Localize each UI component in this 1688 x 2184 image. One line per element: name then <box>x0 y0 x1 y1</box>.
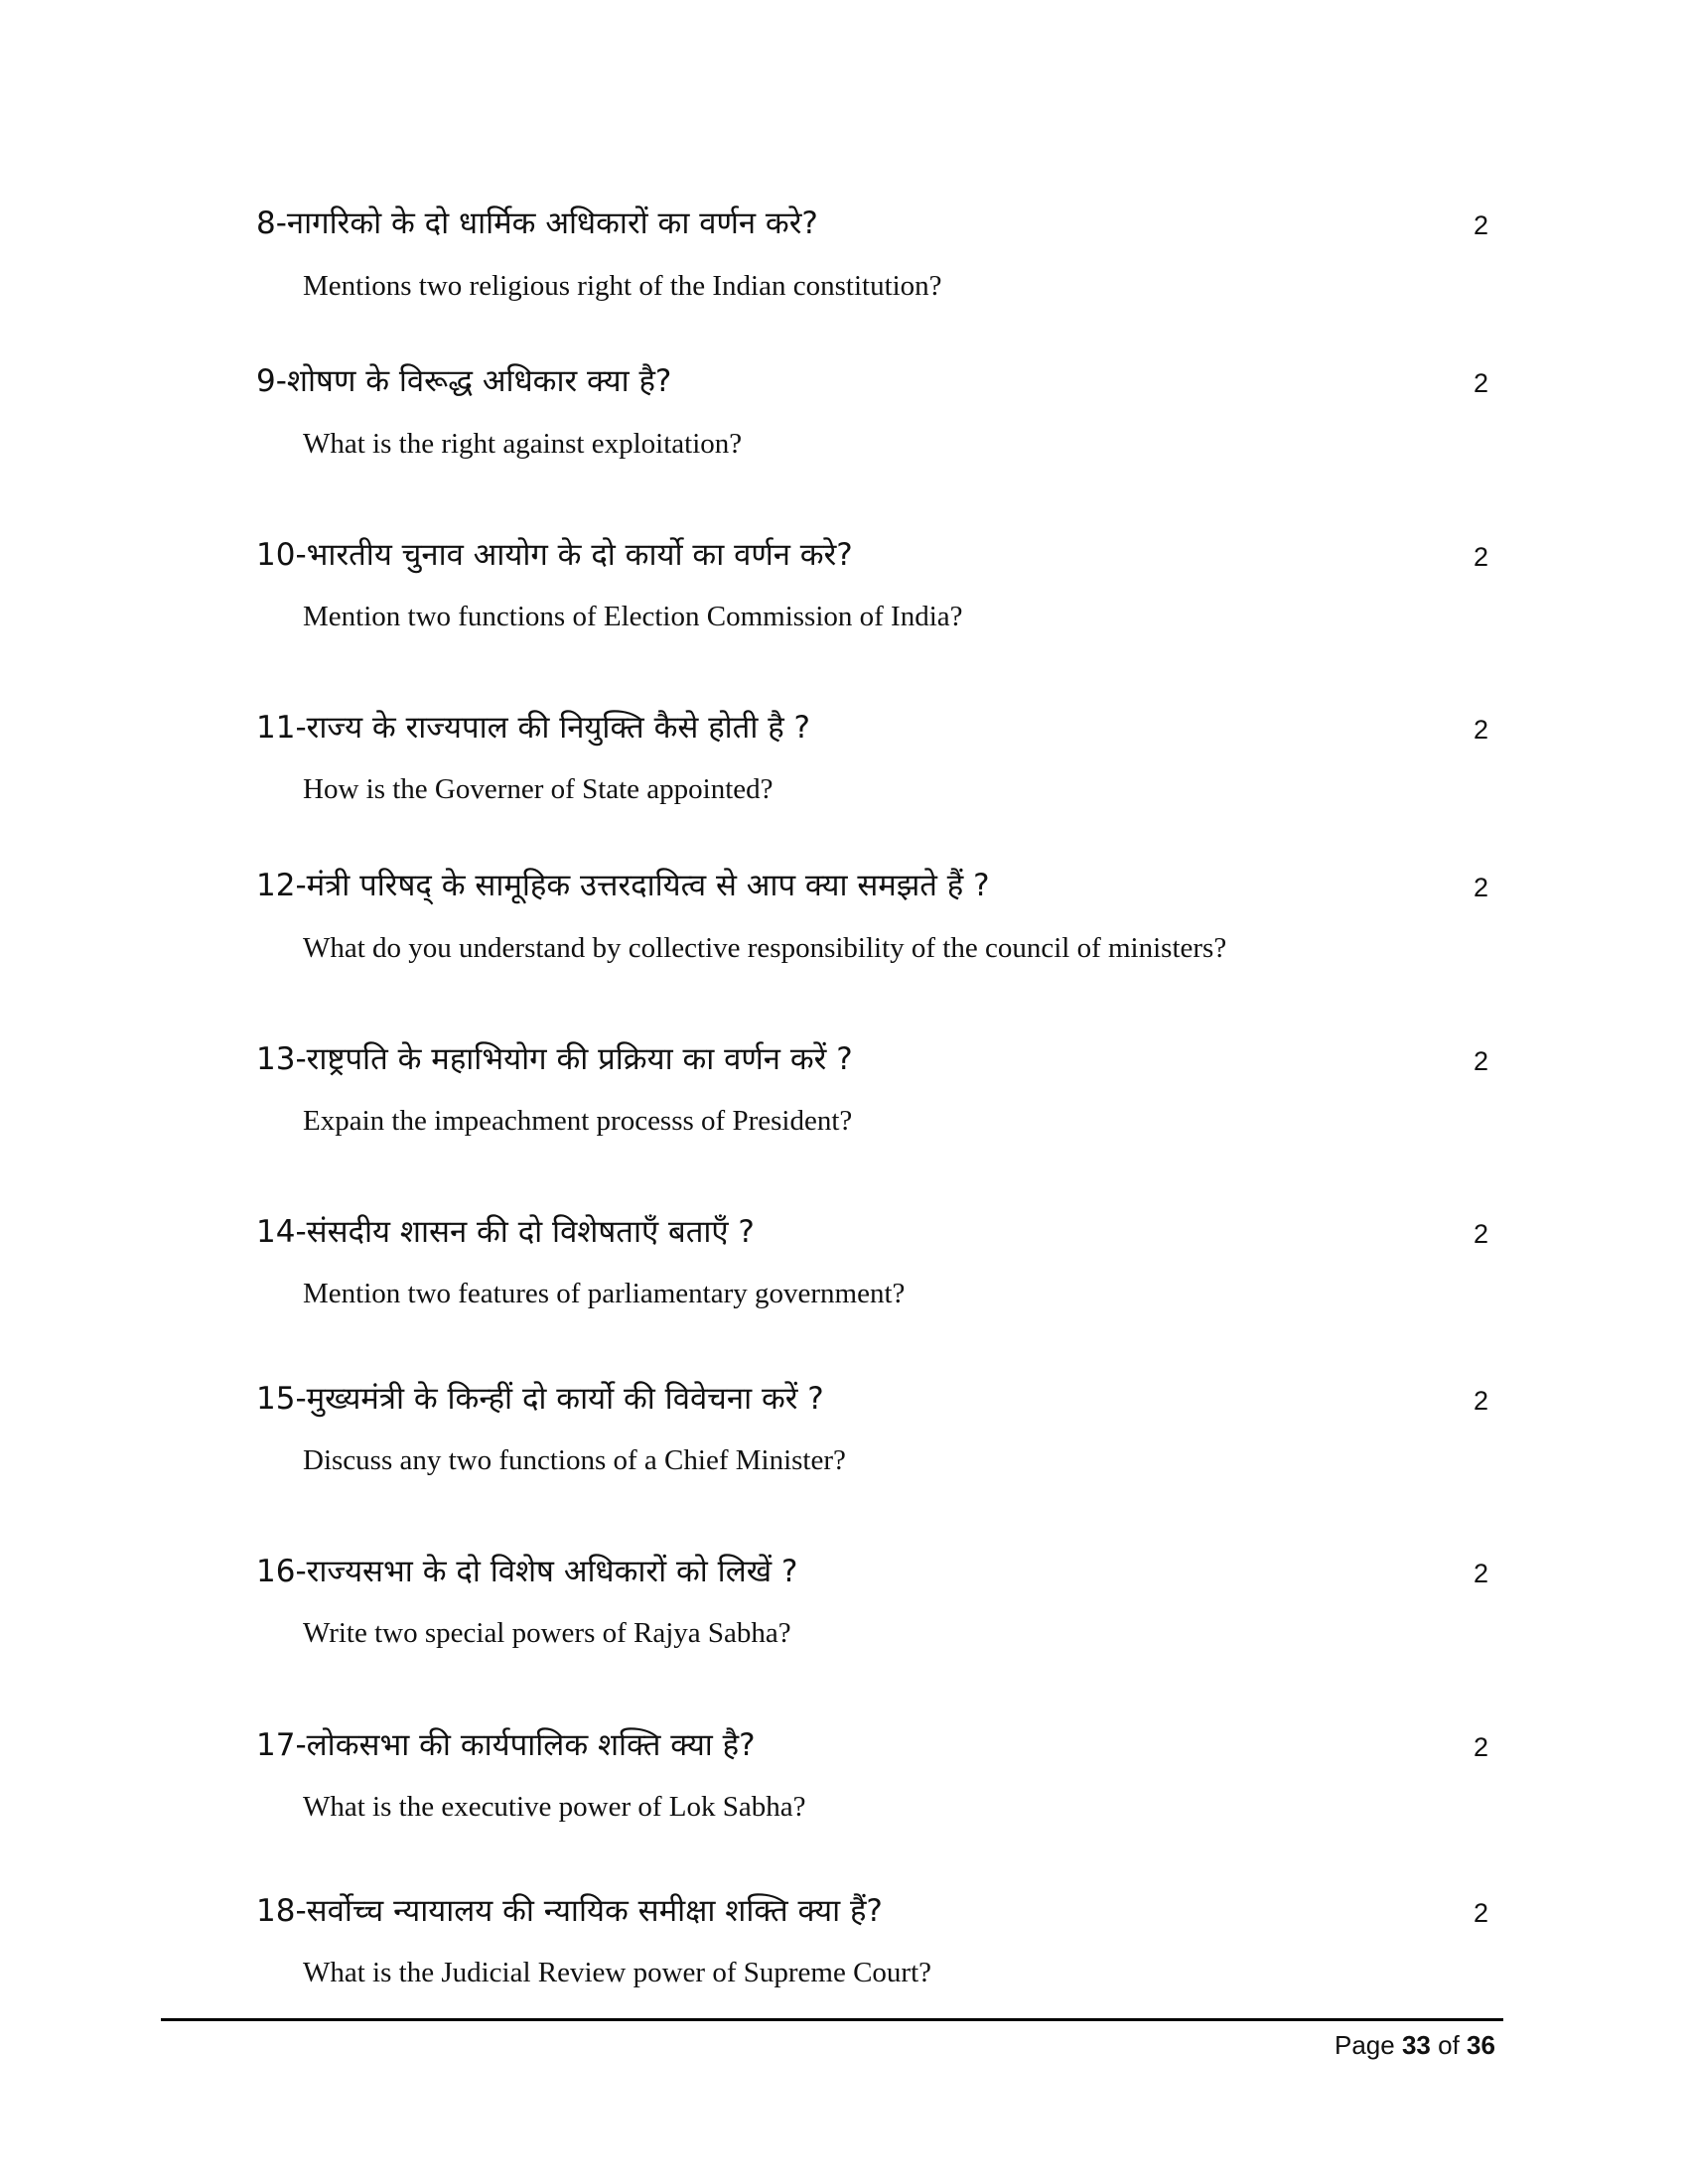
question-hindi-text: नागरिको के दो धार्मिक अधिकारों का वर्णन करे? <box>286 205 818 241</box>
question-marks: 2 <box>1474 715 1489 745</box>
question-english: Mentions two religious right of the Indian constitution? <box>303 270 942 302</box>
question-number: 18- <box>256 1893 307 1929</box>
question-english: Mention two functions of Election Commission of India? <box>303 601 963 632</box>
question-number: 10- <box>256 537 307 573</box>
question-marks: 2 <box>1474 873 1489 902</box>
question-marks: 2 <box>1474 1386 1489 1416</box>
question-hindi-text: राज्य के राज्यपाल की नियुक्ति कैसे होती है ? <box>306 710 811 746</box>
question-hindi-text: मंत्री परिषद् के सामूहिक उत्तरदायित्व से आप क्या समझते हैं ? <box>306 868 990 903</box>
question-english: Write two special powers of Rajya Sabha? <box>303 1617 791 1649</box>
question-hindi-text: भारतीय चुनाव आयोग के दो कार्यो का वर्णन करे? <box>306 537 853 573</box>
total-pages: 36 <box>1467 2030 1495 2060</box>
question-english: What do you understand by collective responsibility of the council of ministers? <box>303 932 1227 964</box>
question-hindi-text: राष्ट्रपति के महाभियोग की प्रक्रिया का वर्णन करें ? <box>306 1041 853 1077</box>
question-hindi-text: संसदीय शासन की दो विशेषताएँ बताएँ ? <box>306 1214 755 1250</box>
footer-divider <box>161 2018 1503 2021</box>
question-hindi <box>256 204 818 243</box>
question-english: What is the Judicial Review power of Supreme Court? <box>303 1957 932 1988</box>
question-hindi <box>256 1891 883 1931</box>
question-hindi <box>256 1552 797 1591</box>
question-number: 13- <box>256 1041 307 1077</box>
question-hindi <box>256 1039 853 1079</box>
question-marks: 2 <box>1474 1732 1489 1762</box>
page-number <box>1335 2029 1495 2061</box>
question-hindi <box>256 866 990 905</box>
question-hindi <box>256 361 671 401</box>
question-hindi-text: शोषण के विरूद्ध अधिकार क्या है? <box>286 363 672 399</box>
question-hindi-text: राज्यसभा के दो विशेष अधिकारों को लिखें ? <box>306 1554 798 1589</box>
question-number: 15- <box>256 1381 307 1417</box>
question-english: What is the right against exploitation? <box>303 428 743 460</box>
of-label: of <box>1438 2030 1460 2060</box>
question-english: Mention two features of parliamentary government? <box>303 1278 906 1309</box>
question-number: 8- <box>256 205 287 241</box>
question-marks: 2 <box>1474 368 1489 398</box>
question-hindi-text: लोकसभा की कार्यपालिक शक्ति क्या है? <box>306 1727 756 1763</box>
question-number: 12- <box>256 868 307 903</box>
question-marks: 2 <box>1474 1219 1489 1249</box>
question-number: 9- <box>256 363 287 399</box>
question-hindi-text: सर्वोच्च न्यायालय की न्यायिक समीक्षा शक्ति क्या हैं? <box>306 1893 883 1929</box>
question-marks: 2 <box>1474 210 1489 240</box>
question-hindi <box>256 535 853 575</box>
current-page: 33 <box>1401 2030 1431 2060</box>
question-english: Discuss any two functions of a Chief Minister? <box>303 1444 846 1476</box>
question-english: What is the executive power of Lok Sabha? <box>303 1791 806 1823</box>
question-hindi <box>256 1212 755 1252</box>
page-label: Page <box>1335 2030 1395 2060</box>
question-hindi-text: मुख्यमंत्री के किन्हीं दो कार्यो की विवेचना करें ? <box>306 1381 824 1417</box>
question-number: 16- <box>256 1554 307 1589</box>
question-marks: 2 <box>1474 542 1489 572</box>
question-hindi <box>256 708 810 748</box>
question-english: Expain the impeachment processs of President? <box>303 1105 853 1137</box>
question-english: How is the Governer of State appointed? <box>303 773 774 805</box>
question-marks: 2 <box>1474 1046 1489 1076</box>
question-number: 11- <box>256 710 307 746</box>
question-hindi <box>256 1725 756 1765</box>
question-marks: 2 <box>1474 1559 1489 1588</box>
question-number: 14- <box>256 1214 307 1250</box>
question-hindi <box>256 1379 824 1419</box>
question-marks: 2 <box>1474 1898 1489 1928</box>
question-number: 17- <box>256 1727 307 1763</box>
